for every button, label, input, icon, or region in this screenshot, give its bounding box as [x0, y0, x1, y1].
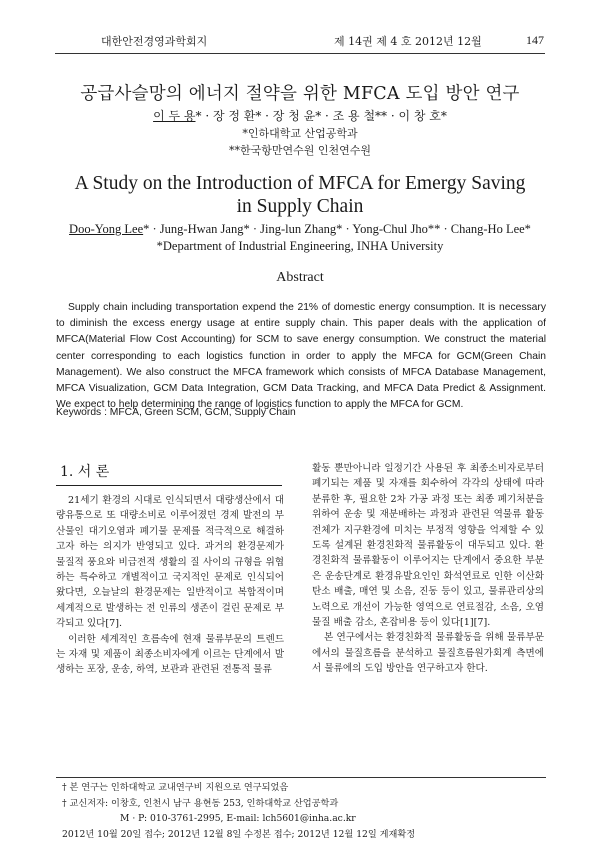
section-rule [56, 485, 282, 486]
footnote-dates: 2012년 10월 20일 접수; 2012년 12월 8일 수정본 접수; 2012년 12월 12일 게재확정 [62, 828, 416, 840]
english-coauthors: * · Jung-Hwan Jang* · Jing-lun Zhang* · Yong-Chul Jho** · Chang-Ho Lee* [143, 222, 531, 236]
body-paragraph: 21세기 환경의 시대로 인식되면서 대량생산에서 대량유통으로 또 대량소비로 이루어졌던 경제 발전의 부산물인 대기오염과 폐기물 문제를 적극적으로 해결하고자 하는 의지가 반영되고 있다. 과거의 환경문제가 물질적 풍요와 비급전적 생활의 질 사이의 규형을 위협하는 특수하고 개별적이고 국지적인 문제로 인식되어왔다면, 오늘날의 환경문제는 일반적이고 복합적이며 세계적으로 발생하는 전 인류의 생존이 걸린 문제로 부각되고 있다[7]. [56, 495, 284, 630]
english-affiliation: *Department of Industrial Engineering, INHA University [156, 239, 444, 253]
korean-title: 공급사슬망의 에너지 절약을 위한 MFCA 도입 방안 연구 [80, 84, 520, 104]
page-number: 147 [526, 33, 544, 47]
body-paragraph: 본 연구에서는 환경친화적 물류활동을 위해 물류부문에서의 물질흐름을 분석하고 물질흐름원가회계 측면에서 물류에의 도입 방안을 연구하고자 한다. [312, 632, 544, 675]
body-paragraph: 활동 뿐만아니라 일정기간 사용된 후 최종소비자로부터 폐기되는 제품 및 자재를 회수하여 각각의 상태에 따라 분류한 후, 필요한 2차 가공 과정 또는 최종 폐기처분을 위하여 운송 및 재분배하는 과정과 관련된 역물류 활동전체가 지구환경에 미치는 부정적 영향을 억제할 수 있도록 설계된 환경친화적 물류활동이 대두되고 있다. 환경친화적 물류활동이 이루어지는 단계에서 중요한 부분은 운송단계로 환경유발요인인 화석연료로 인한 이산화탄소 배출, 매연 및 소음, 진동 등이 있고, 물류관리상의 노력으로 개선이 가능한 영역으로 연료절감, 소음, 오염물질 배출 감소, 혼잡비용 등이 있다[1][7]. [312, 463, 544, 629]
english-authors [0, 222, 600, 237]
volume-issue: 제 14권 제 4 호 2012년 12월 [334, 35, 482, 48]
korean-affiliation-1: *인하대학교 산업공학과 [242, 127, 358, 140]
footnote-funding: † 본 연구는 인하대학교 교내연구비 지원으로 연구되었음 [62, 782, 289, 793]
footnote-corresponding-author: † 교신저자: 이창호, 인천시 남구 용현동 253, 인하대학교 산업공학과 [62, 797, 339, 809]
footnote-rule [56, 777, 546, 778]
korean-affiliation-2: **한국항만연수원 인천연수원 [228, 144, 371, 157]
body-column-right [312, 461, 544, 677]
body-column-left [56, 493, 284, 678]
korean-authors [0, 107, 600, 124]
english-title-text: A Study on the Introduction of MFCA for Emergy Saving in Supply Chain [74, 173, 526, 217]
footnotes [62, 780, 415, 842]
running-header [0, 33, 600, 49]
body-paragraph: 이러한 세계적인 흐름속에 현재 물류부문의 트렌드는 자재 및 제품이 최종소비자에게 이르는 단계에서 발생하는 포장, 운송, 하역, 보관과 관련된 전통적 물류 [56, 633, 284, 676]
keywords: Keywords : MFCA, Green SCM, GCM, Supply Chain [56, 407, 296, 418]
korean-first-author: 이 두 용 [153, 109, 196, 123]
english-first-author: Doo-Yong Lee [69, 222, 144, 236]
korean-coauthors: * · 장 정 환* · 장 청 윤* · 조 용 철** · 이 창 호* [195, 109, 447, 123]
abstract-text: Supply chain including transportation expend the 21% of domestic energy consumption. It is necessary to diminish the excess energy usage at entire supply chain. This paper deals with the application of MFCA(Material Flow Cost Accounting) for SCM to save energy consumption. We construct the material center corresponding to each logistics function in order to apply the MFCA for GCM(Green Chain Management). We also construct the MFCA framework which consists of MFCA Database Management, MFCA Visualization, GCM Data Integration, GCM Data Tracking, and MFCA Data Predict & Assignment. We expect to help determining the range of logistics function to apply the MFCA for GCM. [56, 302, 546, 411]
header-rule [55, 53, 545, 54]
section-heading-introduction: 1. 서 론 [60, 464, 110, 480]
english-title [0, 172, 600, 218]
abstract-heading: Abstract [276, 270, 324, 285]
footnote-contact: M · P: 010-3761-2995, E-mail: lch5601@inha.ac.kr [120, 813, 356, 824]
journal-name: 대한안전경영과학회지 [101, 35, 208, 48]
